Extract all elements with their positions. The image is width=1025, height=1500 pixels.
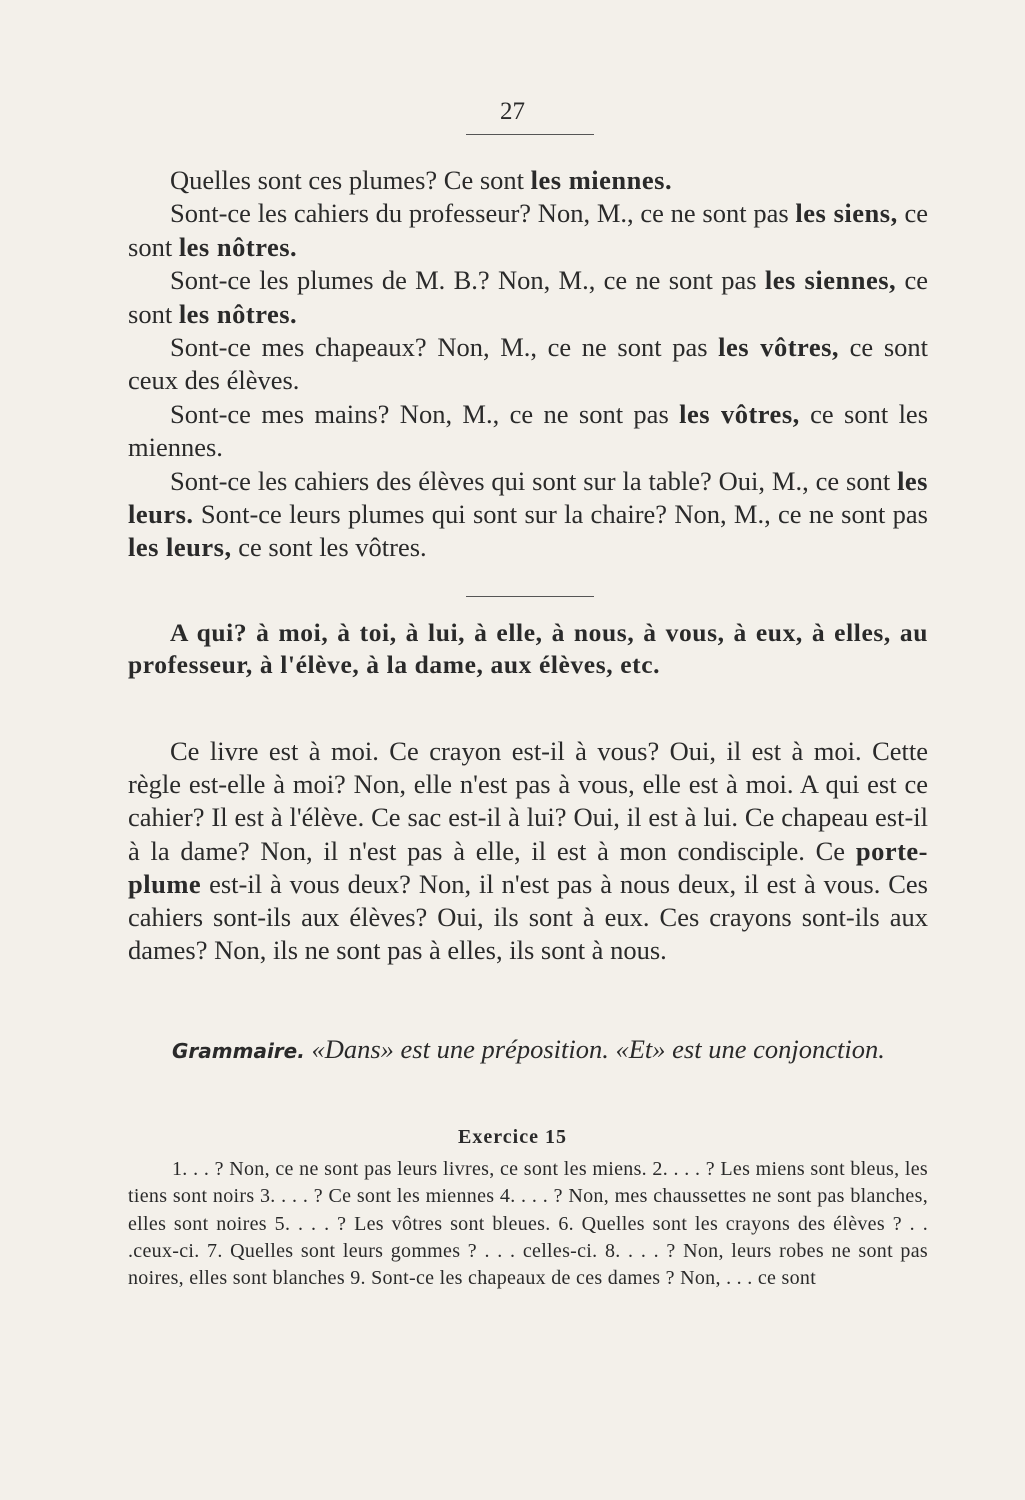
pronoun-run-text: Sont-ce mes mains? Non, M., ce ne sont pas <box>170 398 680 429</box>
grammar-label: Grammaire. <box>172 1039 305 1063</box>
a-qui-paragraph <box>128 735 928 967</box>
pronoun-paragraph <box>128 264 928 331</box>
pronoun-run-text: Quelles sont ces plumes? Ce sont <box>170 165 531 195</box>
pronoun-run-text: ce sont <box>128 198 928 262</box>
a-qui-run-text: Ce livre est à moi. Ce crayon est-il à vous? Oui, il est à moi. Cette règle est-elle à moi? Non, elle n'est pas à vous, elle est à moi. A qui est ce cahier? Il est à l'élève. Ce sac est-il à lui? Oui, il est à lui. Ce chapeau est-il à la dame? Non, il n'est pas à elle, il est à mon condisciple. Ce <box>128 736 928 866</box>
pronoun-paragraph <box>128 164 928 197</box>
pronoun-run-text: Sont-ce leurs plumes qui sont sur la chaire? Non, M., ce ne sont pas <box>193 499 928 530</box>
pronoun-run-text: ce sont <box>128 265 928 329</box>
pronoun-run-text: ce sont les miennes. <box>128 398 929 463</box>
pronoun-run-bold: les nôtres. <box>178 231 298 262</box>
grammar-note <box>128 1034 928 1066</box>
exercise-title: Exercice 15 <box>458 1126 567 1148</box>
possessive-pronoun-section <box>128 164 928 565</box>
pronoun-run-text: Sont-ce les plumes de M. B.? Non, M., ce ne sont pas <box>170 265 765 296</box>
pronoun-paragraph <box>128 465 928 565</box>
pronoun-paragraph <box>128 331 928 398</box>
pronoun-run-bold: les vôtres, <box>679 398 800 429</box>
top-rule <box>466 134 594 135</box>
pronoun-run-text: ce sont ceux des élèves. <box>128 332 928 396</box>
section-divider <box>466 596 594 597</box>
pronoun-run-text: Sont-ce mes chapeaux? Non, M., ce ne sont pas <box>170 332 719 363</box>
pronoun-run-bold: les leurs. <box>128 465 928 530</box>
pronoun-paragraph <box>128 398 928 465</box>
pronoun-run-bold: les siens, <box>795 198 898 229</box>
pronoun-paragraph <box>128 197 928 264</box>
grammar-text: «Dans» est une préposition. «Et» est une conjonction. <box>311 1034 885 1064</box>
pronoun-run-bold: les siennes, <box>764 265 897 296</box>
pronoun-run-bold: les nôtres. <box>178 298 298 329</box>
pronoun-run-text: ce sont les vôtres. <box>231 532 427 563</box>
a-qui-run-text: est-il à vous deux? Non, il n'est pas à nous deux, il est à vous. Ces cahiers sont-ils aux élèves? Oui, ils sont à eux. Ces crayons sont-ils aux dames? Non, ils ne sont pas à elles, ils sont à nous. <box>128 868 928 966</box>
a-qui-heading: A qui? à moi, à toi, à lui, à elle, à nous, à vous, à eux, à elles, au professeur, à l'élève, à la dame, aux élèves, etc. <box>128 618 928 679</box>
pronoun-run-bold: les leurs, <box>128 532 232 563</box>
page-number: 27 <box>500 98 525 125</box>
pronoun-run-bold: les vôtres, <box>718 332 840 363</box>
pronoun-run-text: Sont-ce les cahiers des élèves qui sont sur la table? Oui, M., ce sont <box>170 465 898 496</box>
pronoun-run-bold: les miennes. <box>530 165 673 195</box>
exercise-text: 1. . . ? Non, ce ne sont pas leurs livres, ce sont les miens. 2. . . . ? Les miens sont bleus, les tiens sont noirs 3. . . . ? Ce sont les miennes 4. . . . ? Non, mes chaussettes ne sont pas blanches, elles sont noires 5. . . . ? Les vôtres sont bleues. 6. Quelles sont les crayons des élèves ? . . .ceux-ci. 7. Quelles sont leurs gommes ? . . . celles-ci. 8. . . . ? Non, leurs robes ne sont pas noires, elles sont blanches 9. Sont-ce les chapeaux de ces dames ? Non, . . . ce sont <box>128 1158 928 1290</box>
pronoun-run-text: Sont-ce les cahiers du professeur? Non, M., ce ne sont pas <box>170 198 796 229</box>
a-qui-run-bold: porte-plume <box>128 835 928 899</box>
